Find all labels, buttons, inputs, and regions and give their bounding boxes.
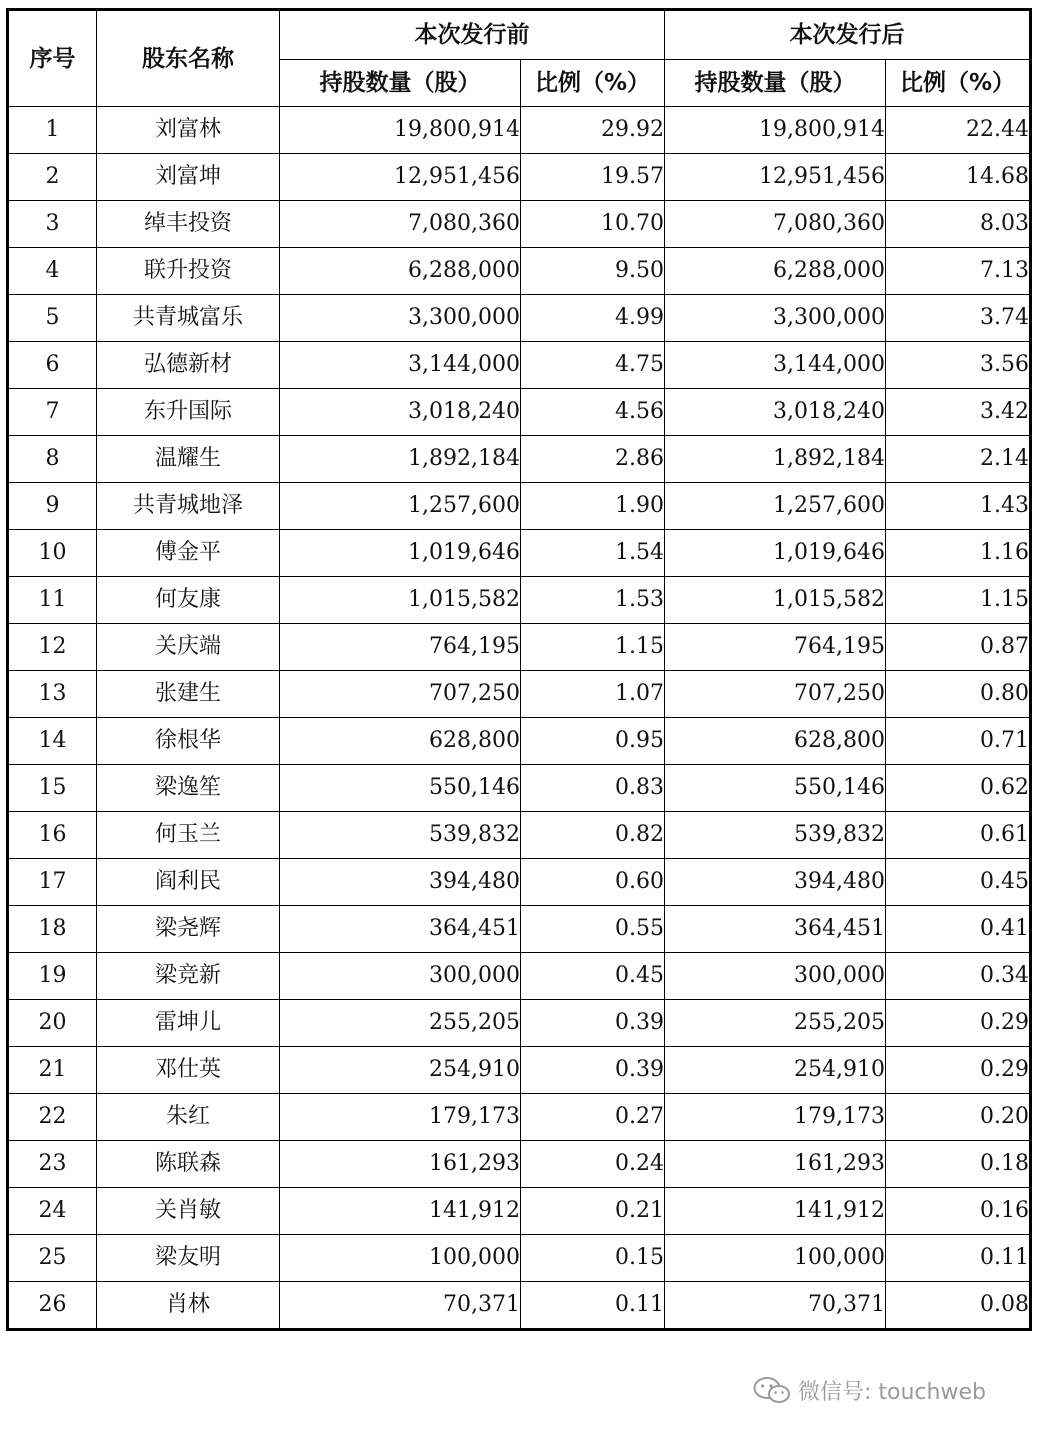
cell-ratio-after: 0.87 [886, 624, 1031, 671]
table-row [8, 248, 1031, 295]
cell-shareholder-name: 肖林 [97, 1282, 280, 1330]
cell-shareholder-name: 东升国际 [97, 389, 280, 436]
cell-ratio-after: 0.34 [886, 953, 1031, 1000]
cell-ratio-after: 7.13 [886, 248, 1031, 295]
watermark [752, 1373, 986, 1407]
cell-shares-before: 12,951,456 [280, 154, 521, 201]
cell-serial-number: 10 [8, 530, 97, 577]
cell-shares-after: 300,000 [665, 953, 886, 1000]
cell-shares-after: 3,300,000 [665, 295, 886, 342]
cell-ratio-before: 0.45 [521, 953, 665, 1000]
cell-shares-after: 707,250 [665, 671, 886, 718]
table-row [8, 1188, 1031, 1235]
cell-shareholder-name: 共青城富乐 [97, 295, 280, 342]
cell-ratio-before: 0.39 [521, 1047, 665, 1094]
cell-serial-number: 17 [8, 859, 97, 906]
cell-ratio-before: 0.15 [521, 1235, 665, 1282]
cell-shares-after: 3,144,000 [665, 342, 886, 389]
cell-shares-after: 764,195 [665, 624, 886, 671]
table-row [8, 859, 1031, 906]
table-row [8, 1047, 1031, 1094]
cell-shares-before: 550,146 [280, 765, 521, 812]
cell-shareholder-name: 梁友明 [97, 1235, 280, 1282]
cell-ratio-before: 0.60 [521, 859, 665, 906]
cell-shares-after: 539,832 [665, 812, 886, 859]
table-header [8, 10, 1031, 107]
cell-shares-after: 179,173 [665, 1094, 886, 1141]
table-row [8, 1000, 1031, 1047]
cell-serial-number: 26 [8, 1282, 97, 1330]
table-row [8, 1235, 1031, 1282]
shareholder-table [6, 8, 1032, 1331]
cell-shareholder-name: 共青城地泽 [97, 483, 280, 530]
table-row [8, 389, 1031, 436]
cell-serial-number: 1 [8, 107, 97, 154]
cell-ratio-before: 9.50 [521, 248, 665, 295]
cell-shareholder-name: 何友康 [97, 577, 280, 624]
cell-shares-before: 1,257,600 [280, 483, 521, 530]
cell-shares-after: 7,080,360 [665, 201, 886, 248]
cell-shareholder-name: 雷坤儿 [97, 1000, 280, 1047]
header-shares-before: 持股数量（股） [280, 60, 521, 107]
cell-ratio-after: 3.42 [886, 389, 1031, 436]
header-serial-number: 序号 [8, 10, 97, 107]
table-row [8, 295, 1031, 342]
table-row [8, 483, 1031, 530]
cell-shareholder-name: 温耀生 [97, 436, 280, 483]
cell-shareholder-name: 刘富林 [97, 107, 280, 154]
cell-ratio-after: 0.29 [886, 1047, 1031, 1094]
cell-shares-after: 255,205 [665, 1000, 886, 1047]
table-row [8, 953, 1031, 1000]
cell-shares-before: 3,144,000 [280, 342, 521, 389]
cell-ratio-after: 22.44 [886, 107, 1031, 154]
cell-shares-after: 1,257,600 [665, 483, 886, 530]
table-row [8, 1282, 1031, 1330]
cell-shares-after: 6,288,000 [665, 248, 886, 295]
cell-shares-before: 364,451 [280, 906, 521, 953]
cell-ratio-after: 0.62 [886, 765, 1031, 812]
cell-ratio-before: 4.75 [521, 342, 665, 389]
cell-shareholder-name: 弘德新材 [97, 342, 280, 389]
cell-shares-after: 254,910 [665, 1047, 886, 1094]
cell-ratio-before: 0.24 [521, 1141, 665, 1188]
cell-shares-after: 550,146 [665, 765, 886, 812]
cell-shares-before: 3,300,000 [280, 295, 521, 342]
header-before-issuance: 本次发行前 [280, 10, 665, 60]
cell-ratio-after: 1.43 [886, 483, 1031, 530]
cell-shares-after: 628,800 [665, 718, 886, 765]
cell-ratio-before: 1.54 [521, 530, 665, 577]
cell-serial-number: 6 [8, 342, 97, 389]
cell-ratio-after: 8.03 [886, 201, 1031, 248]
header-shares-after: 持股数量（股） [665, 60, 886, 107]
cell-shares-before: 70,371 [280, 1282, 521, 1330]
cell-ratio-after: 0.16 [886, 1188, 1031, 1235]
cell-shares-after: 3,018,240 [665, 389, 886, 436]
cell-ratio-before: 10.70 [521, 201, 665, 248]
cell-ratio-before: 19.57 [521, 154, 665, 201]
cell-ratio-after: 0.61 [886, 812, 1031, 859]
cell-shares-after: 1,892,184 [665, 436, 886, 483]
cell-serial-number: 24 [8, 1188, 97, 1235]
cell-serial-number: 14 [8, 718, 97, 765]
cell-shares-before: 707,250 [280, 671, 521, 718]
cell-shares-before: 6,288,000 [280, 248, 521, 295]
table-row [8, 1141, 1031, 1188]
cell-ratio-before: 1.07 [521, 671, 665, 718]
cell-shareholder-name: 何玉兰 [97, 812, 280, 859]
cell-shareholder-name: 徐根华 [97, 718, 280, 765]
cell-serial-number: 7 [8, 389, 97, 436]
cell-ratio-before: 4.56 [521, 389, 665, 436]
cell-serial-number: 8 [8, 436, 97, 483]
header-ratio-before: 比例（%） [521, 60, 665, 107]
cell-shares-before: 628,800 [280, 718, 521, 765]
cell-ratio-after: 0.71 [886, 718, 1031, 765]
cell-serial-number: 16 [8, 812, 97, 859]
cell-ratio-after: 0.11 [886, 1235, 1031, 1282]
cell-shareholder-name: 梁逸笙 [97, 765, 280, 812]
cell-shares-before: 255,205 [280, 1000, 521, 1047]
cell-serial-number: 4 [8, 248, 97, 295]
cell-shareholder-name: 刘富坤 [97, 154, 280, 201]
cell-ratio-before: 0.82 [521, 812, 665, 859]
cell-shares-before: 539,832 [280, 812, 521, 859]
cell-shareholder-name: 朱红 [97, 1094, 280, 1141]
cell-ratio-after: 3.74 [886, 295, 1031, 342]
table-row [8, 906, 1031, 953]
cell-shares-before: 7,080,360 [280, 201, 521, 248]
cell-ratio-after: 0.80 [886, 671, 1031, 718]
cell-serial-number: 9 [8, 483, 97, 530]
table-row [8, 812, 1031, 859]
table-row [8, 436, 1031, 483]
cell-ratio-after: 2.14 [886, 436, 1031, 483]
table-row [8, 718, 1031, 765]
table-body [8, 107, 1031, 1330]
cell-ratio-after: 1.16 [886, 530, 1031, 577]
cell-shares-after: 70,371 [665, 1282, 886, 1330]
cell-shareholder-name: 陈联森 [97, 1141, 280, 1188]
cell-shareholder-name: 邓仕英 [97, 1047, 280, 1094]
cell-ratio-after: 0.18 [886, 1141, 1031, 1188]
cell-serial-number: 22 [8, 1094, 97, 1141]
cell-ratio-before: 2.86 [521, 436, 665, 483]
cell-shareholder-name: 张建生 [97, 671, 280, 718]
cell-serial-number: 2 [8, 154, 97, 201]
cell-shares-before: 100,000 [280, 1235, 521, 1282]
cell-serial-number: 3 [8, 201, 97, 248]
cell-shares-before: 1,015,582 [280, 577, 521, 624]
cell-shares-after: 12,951,456 [665, 154, 886, 201]
cell-shares-after: 141,912 [665, 1188, 886, 1235]
cell-shareholder-name: 绰丰投资 [97, 201, 280, 248]
cell-shareholder-name: 傅金平 [97, 530, 280, 577]
cell-shareholder-name: 阎利民 [97, 859, 280, 906]
cell-shares-after: 364,451 [665, 906, 886, 953]
header-after-issuance: 本次发行后 [665, 10, 1031, 60]
cell-ratio-before: 0.39 [521, 1000, 665, 1047]
table-row [8, 671, 1031, 718]
cell-shares-before: 1,019,646 [280, 530, 521, 577]
cell-serial-number: 25 [8, 1235, 97, 1282]
cell-shares-before: 300,000 [280, 953, 521, 1000]
cell-shares-before: 394,480 [280, 859, 521, 906]
wechat-icon [752, 1375, 792, 1405]
cell-serial-number: 20 [8, 1000, 97, 1047]
cell-ratio-before: 29.92 [521, 107, 665, 154]
watermark-text: 微信号: touchweb [798, 1379, 986, 1405]
table-row [8, 577, 1031, 624]
cell-ratio-after: 0.29 [886, 1000, 1031, 1047]
cell-ratio-after: 0.45 [886, 859, 1031, 906]
cell-shares-before: 19,800,914 [280, 107, 521, 154]
cell-ratio-before: 0.21 [521, 1188, 665, 1235]
cell-shares-before: 1,892,184 [280, 436, 521, 483]
cell-ratio-before: 1.53 [521, 577, 665, 624]
cell-ratio-before: 4.99 [521, 295, 665, 342]
cell-ratio-after: 0.20 [886, 1094, 1031, 1141]
cell-shareholder-name: 关肖敏 [97, 1188, 280, 1235]
cell-ratio-after: 3.56 [886, 342, 1031, 389]
cell-shares-after: 19,800,914 [665, 107, 886, 154]
cell-ratio-after: 14.68 [886, 154, 1031, 201]
cell-shareholder-name: 关庆端 [97, 624, 280, 671]
cell-ratio-before: 0.27 [521, 1094, 665, 1141]
table-row [8, 624, 1031, 671]
cell-serial-number: 15 [8, 765, 97, 812]
cell-ratio-before: 0.11 [521, 1282, 665, 1330]
cell-shares-before: 3,018,240 [280, 389, 521, 436]
cell-shares-after: 100,000 [665, 1235, 886, 1282]
cell-serial-number: 18 [8, 906, 97, 953]
cell-shares-before: 254,910 [280, 1047, 521, 1094]
cell-shares-after: 1,015,582 [665, 577, 886, 624]
cell-shares-before: 764,195 [280, 624, 521, 671]
table-row [8, 1094, 1031, 1141]
cell-shareholder-name: 梁尧辉 [97, 906, 280, 953]
table-row [8, 765, 1031, 812]
cell-serial-number: 19 [8, 953, 97, 1000]
cell-ratio-after: 0.08 [886, 1282, 1031, 1330]
cell-shareholder-name: 联升投资 [97, 248, 280, 295]
cell-serial-number: 11 [8, 577, 97, 624]
cell-ratio-after: 0.41 [886, 906, 1031, 953]
cell-ratio-before: 0.95 [521, 718, 665, 765]
cell-shares-before: 179,173 [280, 1094, 521, 1141]
table-row [8, 107, 1031, 154]
cell-ratio-before: 1.15 [521, 624, 665, 671]
table-row [8, 530, 1031, 577]
cell-serial-number: 23 [8, 1141, 97, 1188]
cell-ratio-before: 0.55 [521, 906, 665, 953]
table-row [8, 154, 1031, 201]
cell-ratio-before: 0.83 [521, 765, 665, 812]
table-row [8, 201, 1031, 248]
header-shareholder-name: 股东名称 [97, 10, 280, 107]
cell-serial-number: 21 [8, 1047, 97, 1094]
cell-ratio-after: 1.15 [886, 577, 1031, 624]
header-ratio-after: 比例（%） [886, 60, 1031, 107]
cell-shareholder-name: 梁竞新 [97, 953, 280, 1000]
cell-serial-number: 13 [8, 671, 97, 718]
cell-serial-number: 5 [8, 295, 97, 342]
cell-shares-after: 161,293 [665, 1141, 886, 1188]
cell-shares-before: 161,293 [280, 1141, 521, 1188]
cell-shares-after: 394,480 [665, 859, 886, 906]
cell-shares-after: 1,019,646 [665, 530, 886, 577]
cell-shares-before: 141,912 [280, 1188, 521, 1235]
table-row [8, 342, 1031, 389]
cell-serial-number: 12 [8, 624, 97, 671]
cell-ratio-before: 1.90 [521, 483, 665, 530]
